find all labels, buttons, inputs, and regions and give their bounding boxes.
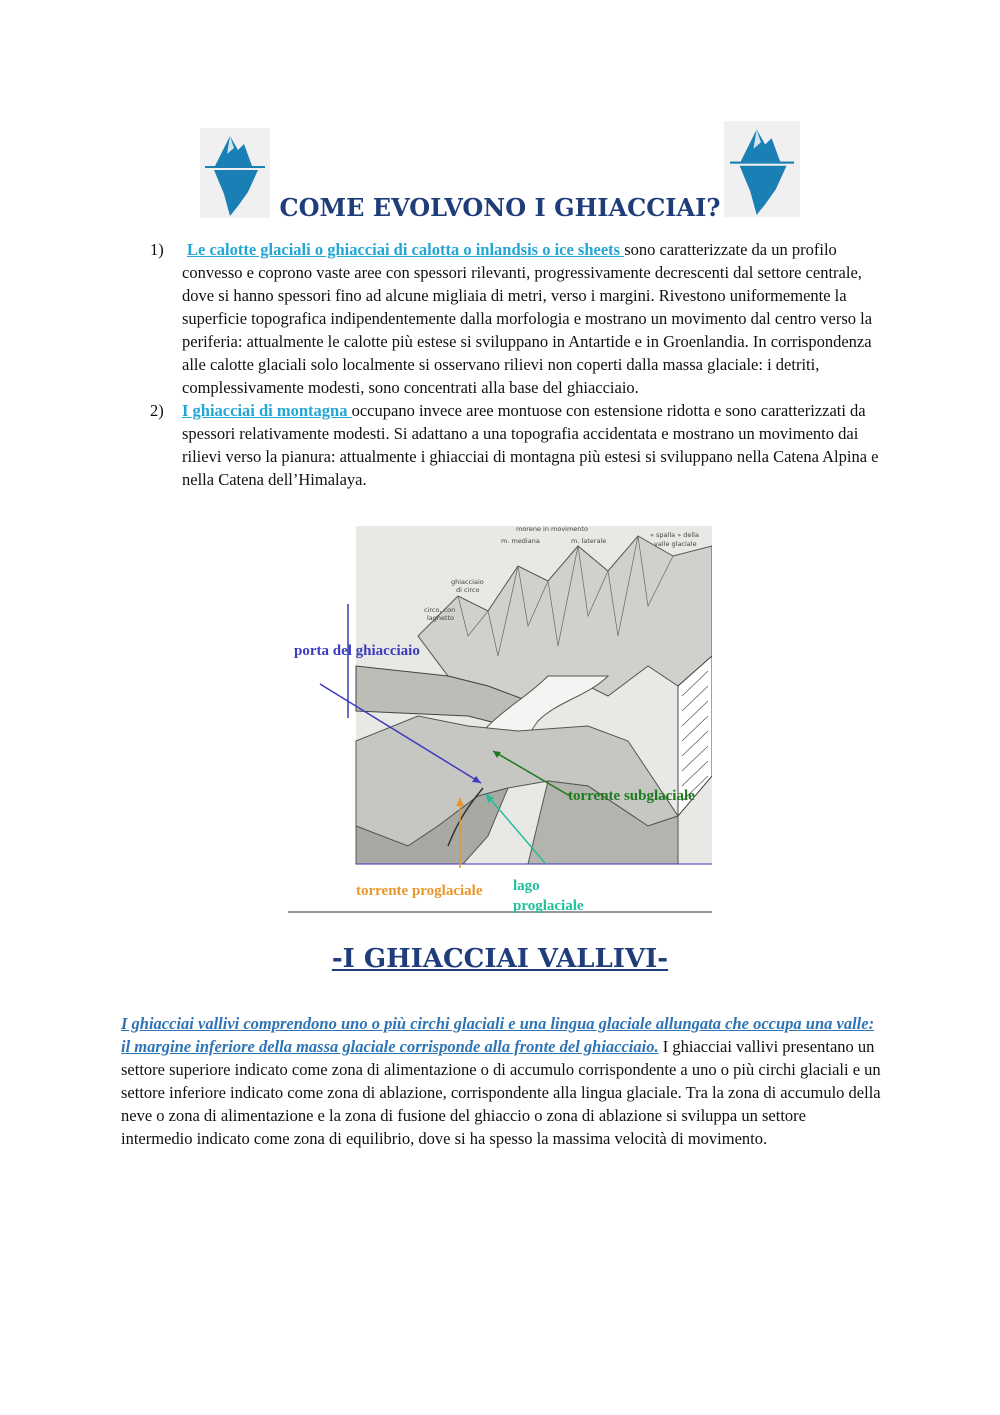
list-text: occupano invece aree montuose con estensione ridotta e sono caratterizzati da spessori relativamente modesti. Si adattano a una topografia accidentata e mostrano un movimento dai rilievi verso la pianura: attualmente i ghiacciai di montagna più estesi si sviluppano nella Catena Alpina e nella Catena dell’Himalaya.: [182, 401, 879, 489]
paragraph-text: I ghiacciai vallivi presentano un settore superiore indicato come zona di alimentazione o di accumulo corrispondente a uno o più circhi glaciali e un settore inferiore indicato come zona di ablazione, corrispondente alla lingua glaciale. Tra la zona di accumulo della neve o zona di alimentazione e la zona di fusione del ghiaccio o zona di ablazione si sviluppa un settore intermedio indicato come zona di equilibrio, dove si ha spesso la massima velocità di movimento.: [121, 1037, 881, 1148]
section-title: -I GHIACCIAI VALLIVI-: [331, 944, 669, 974]
list-item: [150, 399, 890, 491]
sketch-label-laterale: m. laterale: [571, 537, 607, 545]
sketch-label-mediana: m. mediana: [501, 537, 540, 545]
label-torrente-proglaciale: torrente proglaciale: [356, 883, 483, 899]
sketch-label-di-circo: di circo: [456, 586, 480, 594]
section-paragraph: [121, 1012, 881, 1150]
list-item: [150, 238, 890, 399]
glacier-types-list: [150, 238, 890, 491]
sketch-label-circo: circo, con: [424, 606, 456, 614]
label-torrente-subglaciale: torrente subglaciale: [568, 788, 695, 804]
term-link[interactable]: Le calotte glaciali o ghiacciai di calotta o inlandsis o ice sheets: [187, 240, 625, 259]
list-number: 1): [150, 240, 164, 259]
list-number: 2): [150, 401, 164, 420]
list-text: sono caratterizzate da un profilo convesso e coprono vaste aree con spessori rilevanti, progressivamente decrescenti dal settore centrale, dove si hanno spessori fino ad alcune migliaia di metri, verso i margini. Rivestono uniformemente la superficie topografica indipendentemente dalla morfologia e mostrano un movimento dal centro verso la periferia: attualmente le calotte più estese si sviluppano in Antartide e in Groenlandia. In corrispondenza alle calotte glaciali solo localmente si osservano rilievi non coperti dalla massa glaciale: i detriti, complessivamente modesti, sono concentrati alla base del ghiacciaio.: [182, 240, 873, 397]
page-title: COME EVOLVONO I GHIACCIAI?: [279, 193, 721, 222]
glacier-diagram: [288, 526, 712, 914]
label-porta-ghiacciaio: porta del ghiacciaio: [294, 643, 420, 659]
sketch-label-laghetto: laghetto: [427, 614, 455, 622]
sketch-label-valle: valle glaciale: [654, 540, 697, 548]
sketch-label-morene: morene in movimento: [516, 526, 588, 533]
term-link[interactable]: I ghiacciai di montagna: [182, 401, 352, 420]
label-lago-proglaciale: lago proglaciale: [513, 878, 584, 914]
sketch-label-ghiacciaio: ghiacciaio: [451, 578, 484, 586]
emphasis-link[interactable]: I ghiacciai vallivi comprendono uno o più circhi glaciali e una lingua glaciale allungata che occupa una valle: il margine inferiore della massa glaciale corrisponde alla fronte del ghiacciaio.: [121, 1014, 875, 1056]
sketch-label-spalla: « spalla » della: [650, 531, 699, 539]
